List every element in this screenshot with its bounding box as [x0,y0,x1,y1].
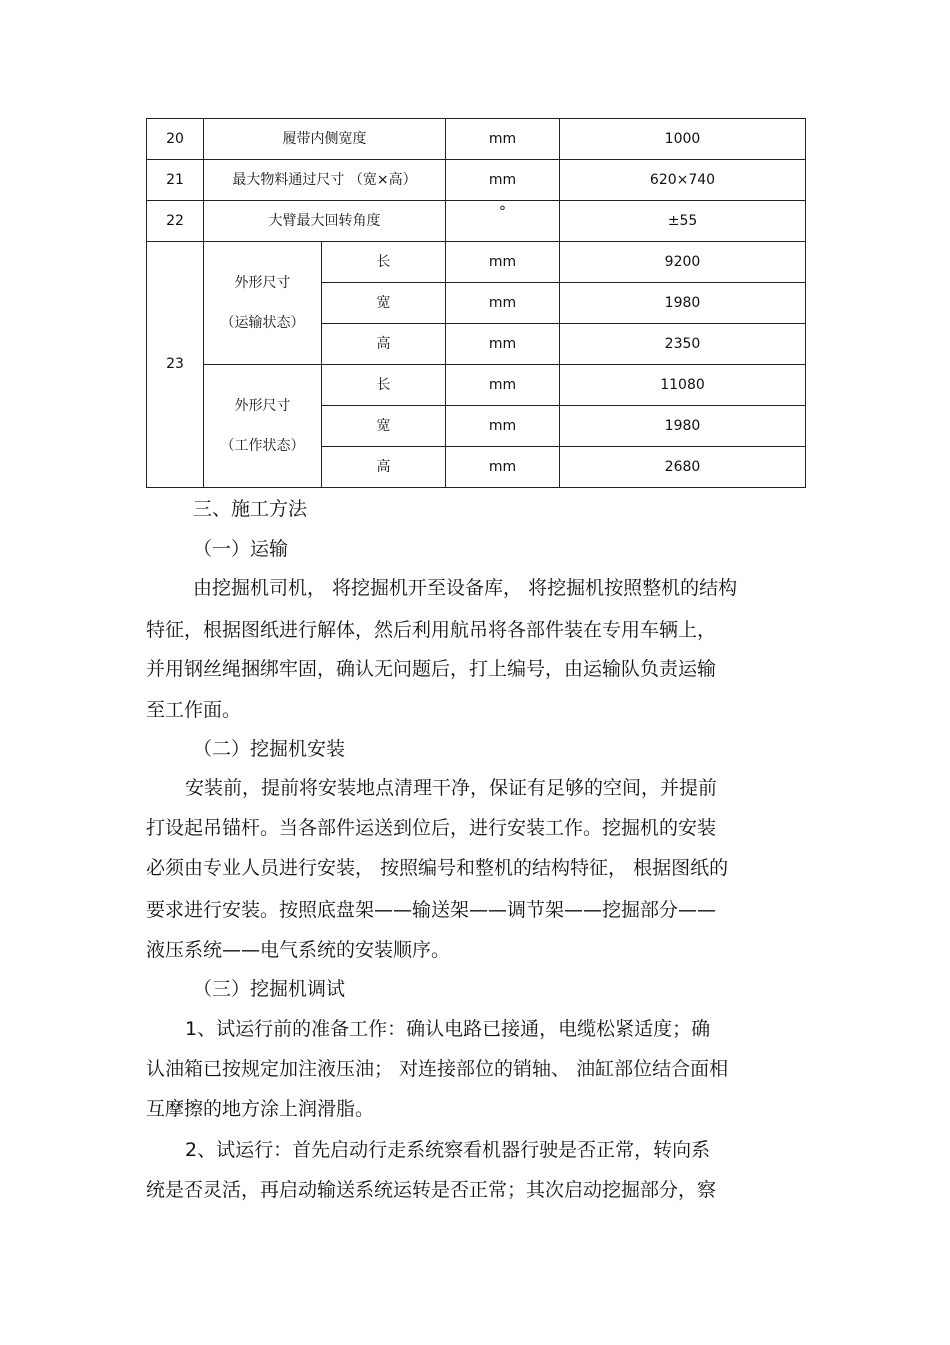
dim-label: 长 [322,365,446,406]
subsection-heading: （三）挖掘机调试 [193,978,346,1000]
param-value: 9200 [560,242,806,283]
paragraph-line: 必须由专业人员进行安装， 按照编号和整机的结构特征， 根据图纸的 [146,857,729,879]
group-subcaption: （工作状态） [220,438,305,454]
dim-label: 高 [322,324,446,365]
row-number: 23 [147,242,204,488]
dim-label: 宽 [322,406,446,447]
param-value: ±55 [560,201,806,242]
param-unit: mm [446,119,560,160]
param-value: 1980 [560,406,806,447]
param-value: 2680 [560,447,806,488]
paragraph-line: 要求进行安装。按照底盘架——输送架——调节架——挖掘部分—— [146,899,717,921]
group-caption: 外形尺寸 [234,275,291,291]
paragraph-line: 至工作面。 [146,699,242,721]
param-unit: mm [446,324,560,365]
paragraph-line: 互摩擦的地方涂上润滑脂。 [146,1098,375,1120]
group-caption: 外形尺寸 [234,398,291,414]
paragraph-line: 2、试运行：首先启动行走系统察看机器行驶是否正常，转向系 [185,1139,711,1161]
paragraph-line: 液压系统——电气系统的安装顺序。 [146,939,451,961]
param-unit: mm [446,447,560,488]
param-unit: mm [446,365,560,406]
subsection-heading: （一）运输 [193,538,289,560]
param-value: 2350 [560,324,806,365]
param-name: 最大物料通过尺寸 （宽×高） [204,160,446,201]
param-value: 1980 [560,283,806,324]
param-name: 大臂最大回转角度 [204,201,446,242]
param-unit: mm [446,406,560,447]
dim-label: 长 [322,242,446,283]
group-subcaption: （运输状态） [220,315,305,331]
param-name: 履带内侧宽度 [204,119,446,160]
dim-label: 高 [322,447,446,488]
row-number: 21 [147,160,204,201]
param-unit: mm [446,283,560,324]
param-unit: mm [446,242,560,283]
paragraph-line: 统是否灵活，再启动输送系统运转是否正常；其次启动挖掘部分，察 [146,1179,717,1201]
param-value: 620×740 [560,160,806,201]
row-number: 22 [147,201,204,242]
paragraph-line: 特征，根据图纸进行解体，然后利用航吊将各部件装在专用车辆上， [146,619,717,641]
param-unit: mm [446,160,560,201]
row-number: 20 [147,119,204,160]
paragraph-line: 1、试运行前的准备工作：确认电路已接通，电缆松紧适度；确 [185,1018,711,1040]
param-value: 1000 [560,119,806,160]
paragraph-line: 由挖掘机司机， 将挖掘机开至设备库， 将挖掘机按照整机的结构 [193,577,738,599]
paragraph-line: 认油箱已按规定加注液压油； 对连接部位的销轴、 油缸部位结合面相 [146,1058,729,1080]
degree-symbol: ° [499,203,506,220]
param-value: 11080 [560,365,806,406]
section-heading: 三、施工方法 [193,498,308,520]
paragraph-line: 并用钢丝绳捆绑牢固，确认无问题后，打上编号，由运输队负责运输 [146,658,717,680]
dim-label: 宽 [322,283,446,324]
subsection-heading: （二）挖掘机安装 [193,738,346,760]
paragraph-line: 安装前，提前将安装地点清理干净，保证有足够的空间，并提前 [185,777,718,799]
paragraph-line: 打设起吊锚杆。当各部件运送到位后，进行安装工作。挖掘机的安装 [146,817,717,839]
